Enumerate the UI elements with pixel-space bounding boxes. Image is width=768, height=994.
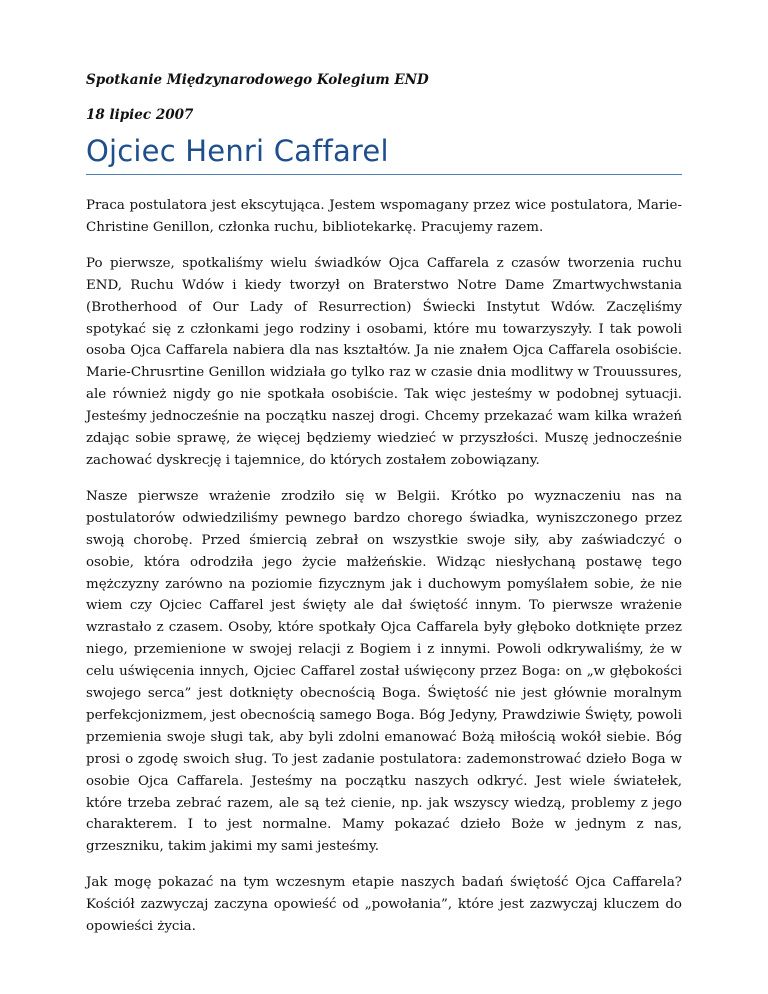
paragraph-1: Praca postulatora jest ekscytująca. Jestem wspomagany przez wice postulatora, Marie-Christine Genillon, członka ruchu, bibliotekarkę. Pracujemy razem.: [86, 198, 682, 235]
meeting-name: Spotkanie Międzynarodowego Kolegium END: [86, 72, 429, 88]
paragraph-4: Jak mogę pokazać na tym wczesnym etapie naszych badań świętość Ojca Caffarela? Kościół zazwyczaj zaczyna opowieść od „powołania”, które jest zazwyczaj kluczem do opowieści życia.: [86, 875, 682, 935]
document-title: Ojciec Henri Caffarel: [86, 134, 682, 175]
meeting-date: 18 lipiec 2007: [86, 107, 194, 123]
paragraph-2: Po pierwsze, spotkaliśmy wielu świadków Ojca Caffarela z czasów tworzenia ruchu END, Ruchu Wdów i kiedy tworzył on Braterstwo Notre Dame Zmartwychwstania (Brotherhood of Our Lady of Resurrection) Świecki Instytut Wdów. Zaczęliśmy spotykać się z członkami jego rodziny i osobami, które mu towarzyszyły. I tak powoli osoba Ojca Caffarela nabiera dla nas kształtów. Ja nie znałem Ojca Caffarela osobiście. Marie-Chrusrtine Genillon widziała go tylko raz w czasie dnia modlitwy w Trouussures, ale również nigdy go nie spotkała osobiście. Tak więc jesteśmy w podobnej sytuacji. Jesteśmy jednocześnie na początku naszej drogi. Chcemy przekazać wam kilka wrażeń zdając sobie sprawę, że więcej będziemy wiedzieć w przyszłości. Muszę jednocześnie zachować dyskrecję i tajemnice, do których zostałem zobowiązany.: [86, 255, 682, 468]
document-body: [86, 195, 682, 952]
paragraph-3: Nasze pierwsze wrażenie zrodziło się w Belgii. Krótko po wyznaczeniu nas na postulatorów odwiedziliśmy pewnego bardzo chorego świadka, wyniszczonego przez swoją chorobę. Przed śmiercią zebrał on wszystkie swoje siły, aby zaświadczyć o osobie, która odrodziła jego życie małżeńskie. Widząc niesłychaną postawę tego mężczyzny zarówno na poziomie fizycznym jak i duchowym pomyślałem sobie, że nie wiem czy Ojciec Caffarel jest święty ale dał świętość innym. To pierwsze wrażenie wzrastało z czasem. Osoby, które spotkały Ojca Caffarela były głęboko dotknięte przez niego, przemienione w swojej relacji z Bogiem i z innymi. Powoli odkrywaliśmy, że w celu uświęcenia innych, Ojciec Caffarel został uświęcony przez Boga: on „w głębokości swojego serca” jest dotknięty obecnością Boga. Świętość nie jest głównie moralnym perfekcjonizmem, jest obecnością samego Boga. Bóg Jedyny, Prawdziwie Święty, powoli przemienia swoje sługi tak, aby byli zdolni emanować Bożą miłością wokół siebie. Bóg prosi o zgodę swoich sług. To jest zadanie postulatora: zademonstrować dzieło Boga w osobie Ojca Caffarela. Jesteśmy na początku naszych odkryć. Jest wiele światełek, które trzeba zebrać razem, ale są też cienie, np. jak wszyscy wiedzą, problemy z jego charakterem. I to jest normalne. Mamy pokazać dzieło Boże w jednym z nas, grzeszniku, takim jakimi my sami jesteśmy.: [86, 488, 682, 855]
